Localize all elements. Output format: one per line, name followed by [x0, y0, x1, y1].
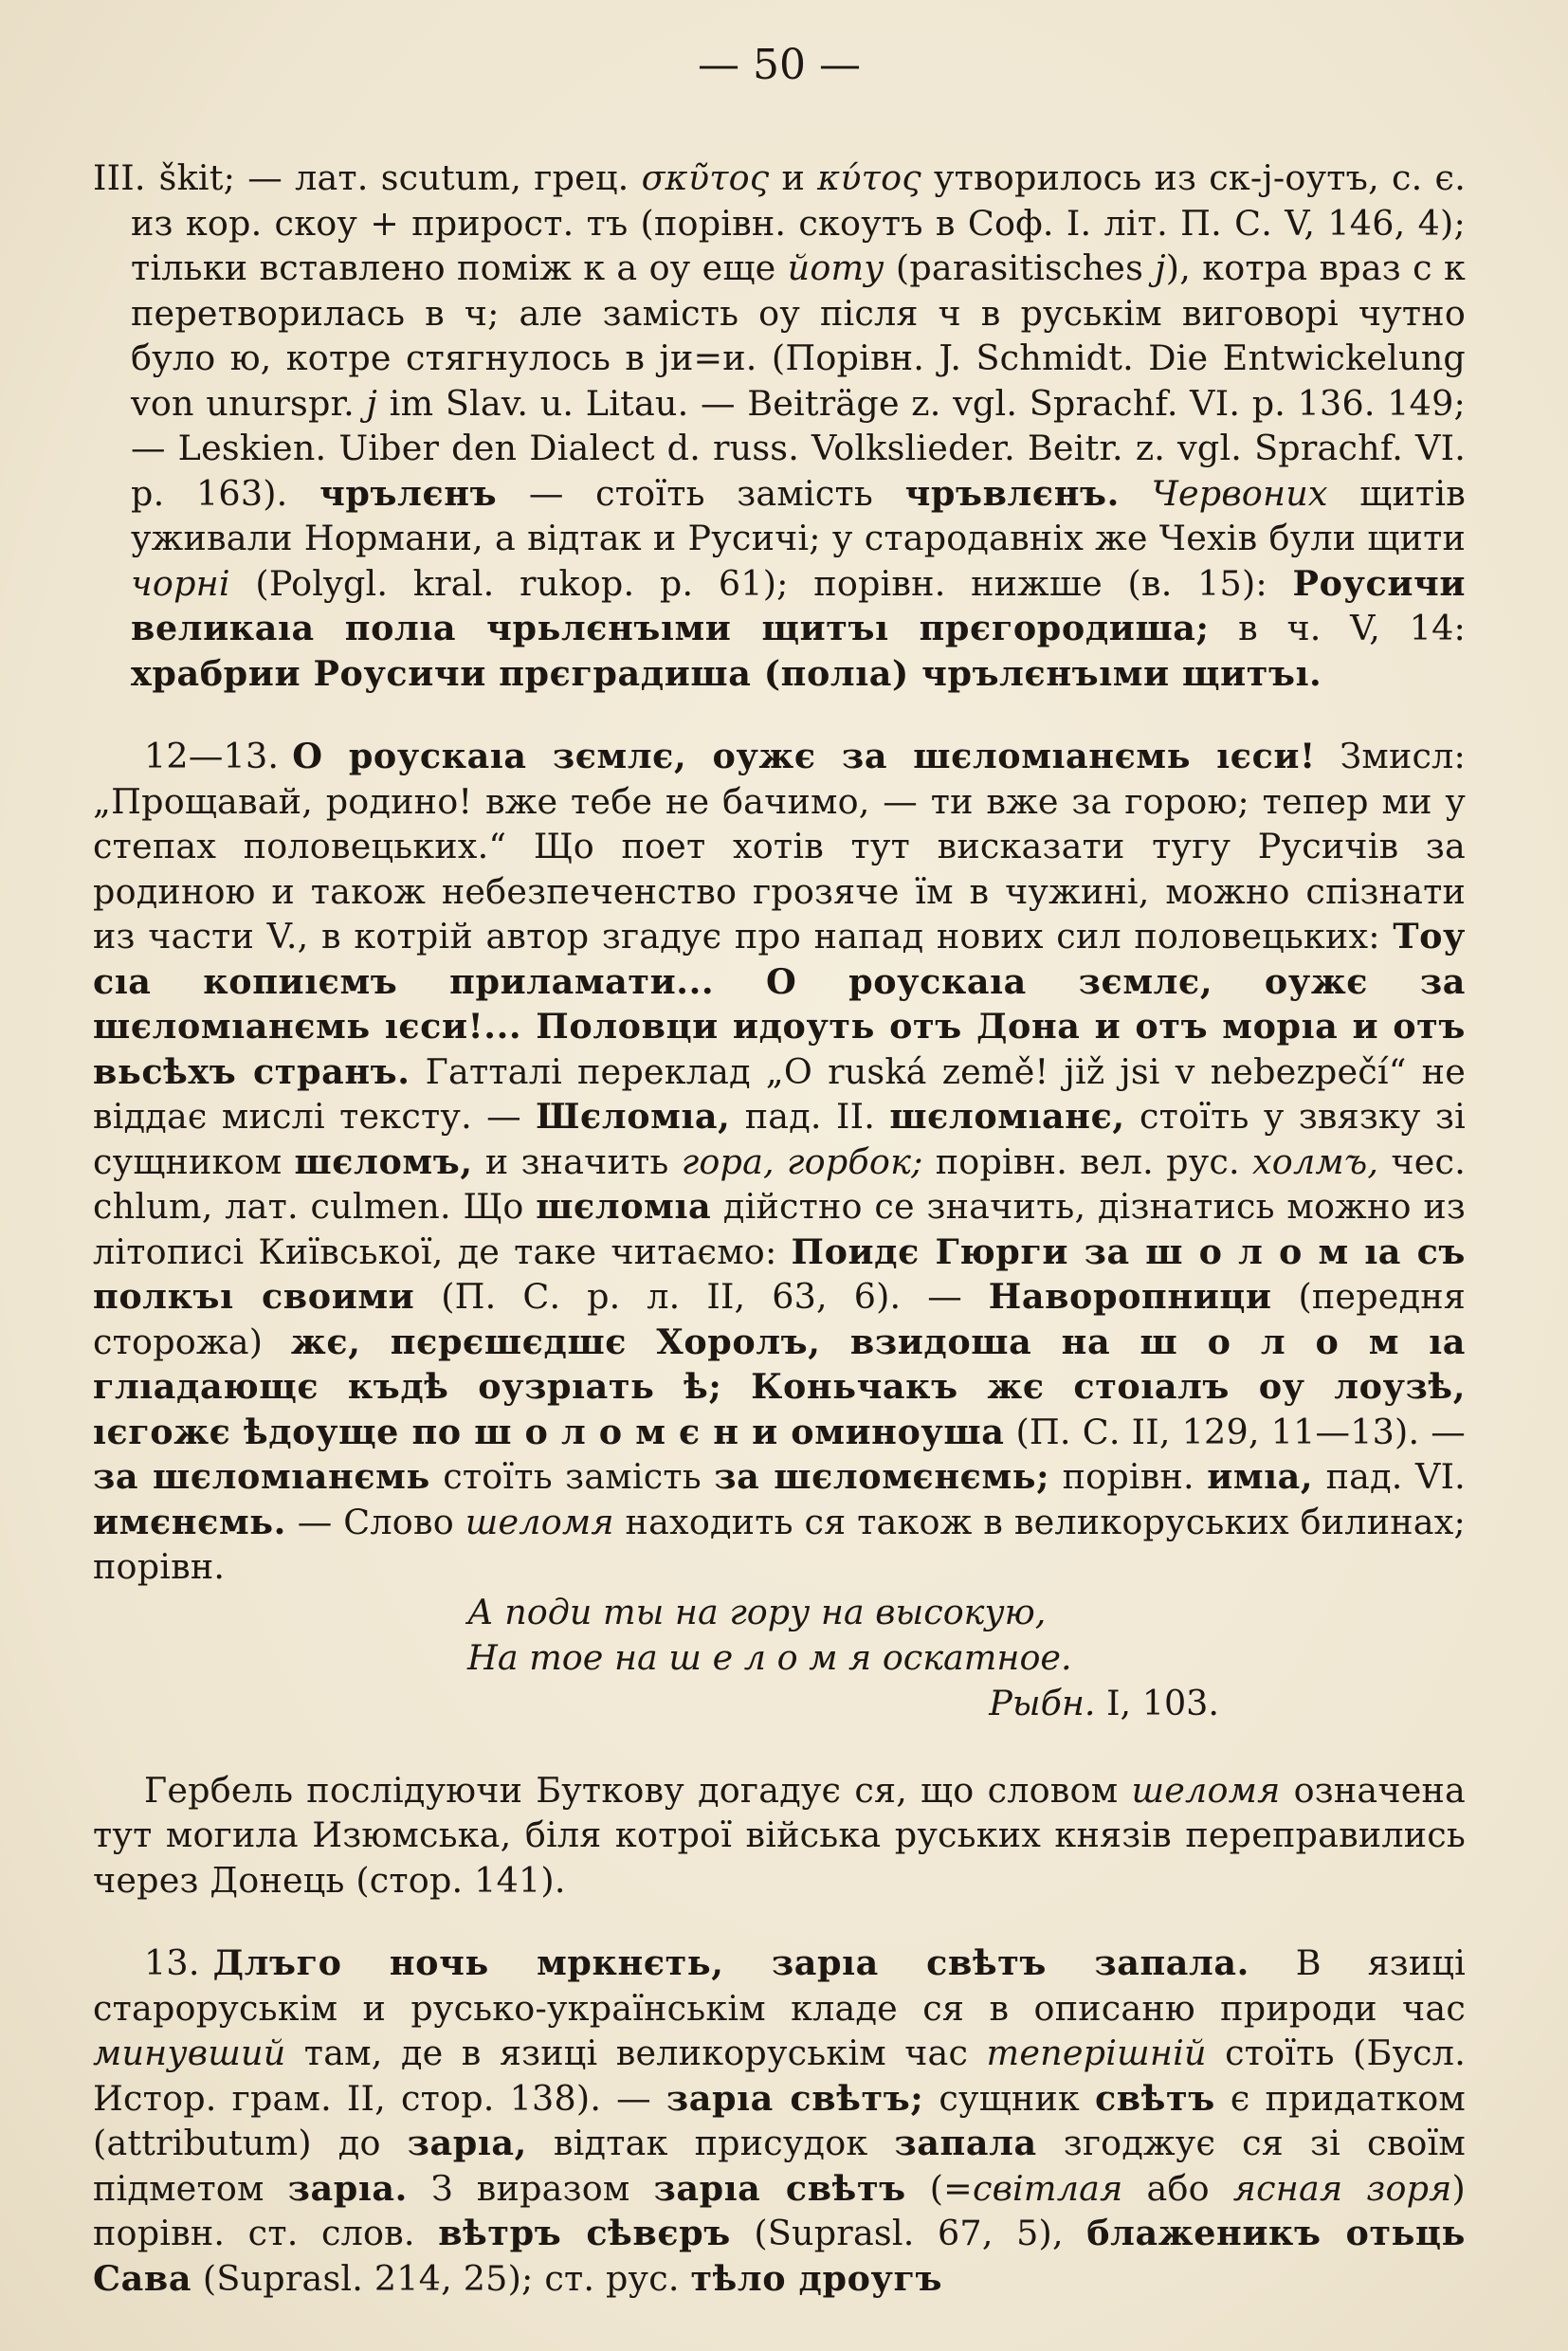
text-run: пад. VI. — [1313, 1456, 1466, 1497]
note-label: 13. — [144, 1942, 200, 1983]
text-run: стоїть у звязку зі сущником — [93, 1096, 1466, 1182]
italic-term: теперішній — [986, 2032, 1207, 2073]
old-slavonic-quote: запала — [894, 2123, 1037, 2163]
text-run: В язиці староруськім и русько-українськім кладе ся в описаню природи час — [93, 1942, 1466, 2029]
old-slavonic-quote: Поидє Гюрги за ш о л о м ıа съ полкъı своими — [93, 1230, 1466, 1317]
text-run: škit; — лат. scutum, грец. — [158, 157, 642, 198]
old-slavonic-quote: чръвлєнъ. — [904, 472, 1120, 514]
text-run: (П. С. р. л. II, 63, 6). — — [414, 1276, 989, 1317]
text-run: пад. II. — [730, 1096, 890, 1137]
text-run: є придатком (attributum) до — [93, 2077, 1466, 2163]
text-run: стоїть замість — [429, 1456, 715, 1497]
old-slavonic-quote: тѣло дроугъ — [690, 2257, 943, 2299]
text-run: (передня сторожа) — [93, 1276, 1467, 1362]
old-slavonic-quote: зарıа свѣтъ — [653, 2167, 906, 2209]
note-label: 12—13. — [144, 736, 280, 776]
paragraph-body — [131, 157, 1466, 694]
old-slavonic-quote: имєнємь. — [93, 1501, 286, 1542]
text-run: порівн. — [1049, 1456, 1208, 1497]
text-run: ) порівн. ст. слов. — [93, 2167, 1466, 2253]
text-run: стоїть (Бусл. Истор. грам. II, стор. 138). — — [93, 2032, 1466, 2119]
italic-term: йоту — [787, 247, 884, 288]
old-slavonic-quote: зарıа свѣтъ; — [665, 2077, 924, 2119]
verse-line-2: На тое на ш е л о м я оскатное. — [467, 1636, 1072, 1678]
text-run: дійстно се значить, дізнатись можно из літописі Київської, де таке читаємо: — [93, 1186, 1466, 1272]
paragraph-note-12-13 — [93, 734, 1466, 1590]
text-run: або — [1122, 2167, 1233, 2209]
text-run: в ч. V, 14: — [1209, 608, 1467, 648]
text-run: чес. chlum, лат. culmen. Що — [93, 1140, 1466, 1227]
verse-line-1: А поди ты на гору на высокую, — [467, 1591, 1047, 1632]
text-run: З виразом — [407, 2167, 654, 2209]
text-run: згоджує ся зі своїм підметом — [93, 2123, 1466, 2209]
old-slavonic-quote: Шєломıа, — [536, 1096, 731, 1137]
text-run: находить ся також в великоруських билинах; порівн. — [93, 1501, 1466, 1587]
old-slavonic-quote: Длъго ночь мркнєть, зарıа свѣтъ запала. — [212, 1942, 1249, 1983]
old-slavonic-quote: жє, пєрєшєдшє Хоролъ, взидоша на ш о л о м ıа глıадающє къдѣ оузрıать ѣ; Коньчакъ жє стоıалъ оу лоузѣ, ıєгожє ѣдоуще по ш о л о м є н и оминоуша — [93, 1321, 1467, 1452]
italic-term: світлая — [972, 2167, 1123, 2209]
text-run — [1120, 473, 1152, 514]
old-slavonic-quote: блаженикъ отьць Сава — [93, 2213, 1466, 2299]
paragraph-body — [93, 1770, 1466, 1901]
verse-source — [93, 1681, 1466, 1726]
old-slavonic-quote: Роусичи великаıа полıа чрьлєнъıми щитъı прєгородиша; — [131, 562, 1466, 648]
text-run: утворилось из ск-j-оутъ, с. є. из кор. скоу + прирост. тъ (порівн. скоутъ в Соф. І. літ. П. С. V, 146, 4); тільки вставлено поміж к а оу еще — [131, 157, 1466, 288]
italic-term: гора, горбок; — [681, 1140, 923, 1182]
old-slavonic-quote: свѣтъ — [1094, 2077, 1215, 2119]
note-label: III. — [93, 157, 146, 198]
text-run: Гербель послідуючи Буткову догадує ся, що словом — [144, 1769, 1132, 1811]
italic-term: σκῦτος — [641, 157, 770, 198]
old-slavonic-quote: Тоу сıа копиıємъ приламати... О роускаıа зємлє, оужє за шєломıанємь ıєси!... Половци идоуть отъ Дона и отъ морıа и отъ вьсѣхъ странъ. — [93, 916, 1466, 1092]
old-slavonic-quote: зарıа. — [287, 2167, 408, 2209]
old-slavonic-quote: Наворопници — [988, 1276, 1272, 1317]
paragraph-note-13 — [93, 1941, 1466, 2301]
old-slavonic-quote: О роускаıа зємлє, оужє за шєломıанємь ıєси! — [292, 736, 1316, 776]
text-run: там, де в язиці великоруськім час — [285, 2032, 987, 2073]
paragraph-note-3 — [93, 155, 1466, 696]
text-run: сущник — [923, 2077, 1095, 2119]
text-run: (Polygl. kral. rukop. p. 61); порівн. нижше (в. 15): — [229, 562, 1293, 604]
italic-term: j — [1155, 247, 1166, 288]
text-run: и — [769, 157, 818, 198]
old-slavonic-quote: шєломъ, — [294, 1140, 473, 1182]
old-slavonic-quote: за шєломıанємь — [93, 1456, 430, 1497]
text-run: ), котра враз с к перетворилась в ч; але замість оу після ч в руськім виговорі чутно було ю, котре стягнулось в ји=и. (Порівн. J. Schmidt. Die Entwickelung von unurspr. — [131, 247, 1466, 424]
text-run: (Suprasl. 214, 25); ст. рус. — [191, 2257, 691, 2299]
italic-term: холмъ, — [1252, 1140, 1379, 1182]
italic-term: ясная зоря — [1232, 2167, 1452, 2209]
old-slavonic-quote: шєломıа — [536, 1186, 712, 1227]
italic-term: Червоних — [1151, 472, 1328, 514]
italic-term: минувший — [93, 2032, 286, 2073]
text-run: im Slav. u. Litau. — Beiträge z. vgl. Sprachf. VI. p. 136. 149; — Leskien. Uiber den Dialect d. russ. Volkslieder. Beitr. z. vgl. Sprachf. VI. p. 163). — [131, 382, 1467, 514]
text-run: означена тут могила Изюмська, біля котрої війська руських князів переправились через Донець (стор. 141). — [93, 1769, 1466, 1901]
old-slavonic-quote: за шєломєнємь; — [714, 1456, 1050, 1497]
old-slavonic-quote: вѣтръ сѣвєръ — [438, 2213, 731, 2253]
text-run: Гатталі переклад „O ruská země! již jsi v nebezpečí“ не віддає мислі тексту. — — [93, 1050, 1466, 1137]
old-slavonic-quote: храбрии Роусичи прєградиша (полıа) чрълєнъıми щитъı. — [131, 652, 1322, 694]
paragraph-body — [93, 1942, 1466, 2299]
italic-term: κύτος — [817, 157, 921, 198]
paragraph-body — [93, 736, 1466, 1587]
old-slavonic-quote: шєломıанє, — [889, 1096, 1125, 1137]
paragraph-gerbel — [93, 1768, 1466, 1904]
text-run: (Suprasl. 67, 5), — [730, 2213, 1087, 2253]
italic-term: шеломя — [1131, 1769, 1281, 1811]
text-run: — стоїть замість — [497, 472, 905, 514]
text-run: щитів уживали Нормани, а відтак и Русичі; у стародавніх же Чехів були щити — [131, 472, 1466, 558]
italic-term: j — [366, 382, 378, 424]
text-run: порівн. вел. рус. — [922, 1140, 1253, 1182]
verse-source-ref: I, 103. — [1095, 1682, 1219, 1723]
text-run: и значить — [472, 1140, 682, 1182]
italic-term: шеломя — [465, 1501, 614, 1542]
text-run: (parasitisches — [884, 247, 1156, 288]
text-run: — Слово — [285, 1501, 465, 1542]
italic-term: чорні — [131, 562, 230, 604]
old-slavonic-quote: имıа, — [1207, 1456, 1314, 1497]
text-run: відтак присудок — [526, 2123, 895, 2163]
text-run: Змисл: „Прощавай, родино! вже тебе не бачимо, — ти вже за горою; тепер ми у степах половецьких.“ Що поет хотів тут висказати тугу Русичів за родиною и також небезпеченство грозяче їм в чужині, можно спізнати из части V., в котрій автор згадує про напад нових сил половецьких: — [93, 736, 1467, 957]
verse-source-name: Рыбн. — [989, 1682, 1096, 1723]
old-slavonic-quote: зарıа, — [407, 2123, 527, 2163]
text-run: (= — [905, 2167, 973, 2209]
page-number: — 50 — — [698, 41, 861, 89]
text-run: (П. С. II, 129, 11—13). — — [1004, 1411, 1466, 1452]
old-slavonic-quote: чрълєнъ — [319, 472, 498, 514]
